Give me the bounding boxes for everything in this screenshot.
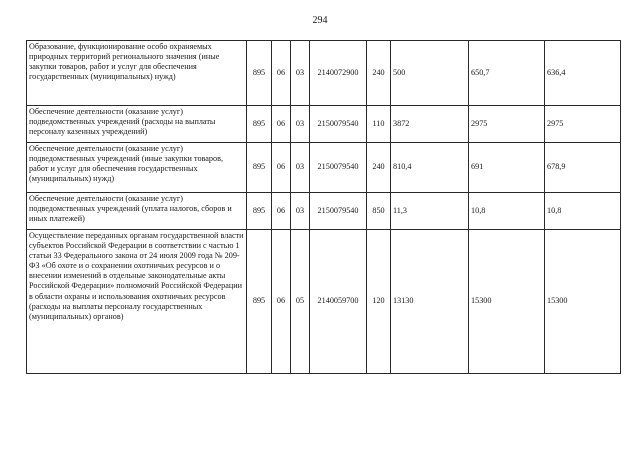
amount-1: 810,4 [391, 143, 469, 193]
row-description: Образование, функционирование особо охраняемых природных территорий регионального значения (иные закупки товаров, работ и услуг для обеспечения государственных (муниципальных) нужд) [27, 41, 247, 106]
row-description: Обеспечение деятельности (оказание услуг) подведомственных учреждений (иные закупки товаров, работ и услуг для обеспечения государственных (муниципальных) нужд) [27, 143, 247, 193]
table-row [27, 193, 621, 230]
budget-table [26, 40, 621, 374]
expense-type-code: 240 [367, 41, 391, 106]
table-row [27, 230, 621, 374]
section-code: 06 [272, 143, 291, 193]
amount-3: 10,8 [545, 193, 621, 230]
amount-1: 11,3 [391, 193, 469, 230]
amount-2: 2975 [469, 106, 545, 143]
expense-type-code: 850 [367, 193, 391, 230]
row-description: Обеспечение деятельности (оказание услуг) подведомственных учреждений (уплата налогов, сборов и иных платежей) [27, 193, 247, 230]
table-row [27, 41, 621, 106]
expense-type-code: 110 [367, 106, 391, 143]
target-article-code: 2140072900 [310, 41, 367, 106]
target-article-code: 2150079540 [310, 193, 367, 230]
amount-2: 650,7 [469, 41, 545, 106]
amount-2: 691 [469, 143, 545, 193]
target-article-code: 2140059700 [310, 230, 367, 374]
expense-type-code: 120 [367, 230, 391, 374]
ministry-code: 895 [247, 230, 272, 374]
amount-3: 2975 [545, 106, 621, 143]
ministry-code: 895 [247, 193, 272, 230]
ministry-code: 895 [247, 143, 272, 193]
amount-1: 3872 [391, 106, 469, 143]
amount-3: 678,9 [545, 143, 621, 193]
table-row [27, 106, 621, 143]
ministry-code: 895 [247, 41, 272, 106]
amount-2: 10,8 [469, 193, 545, 230]
row-description: Обеспечение деятельности (оказание услуг) подведомственных учреждений (расходы на выплаты персоналу казенных учреждений) [27, 106, 247, 143]
section-code: 06 [272, 193, 291, 230]
expense-type-code: 240 [367, 143, 391, 193]
amount-3: 15300 [545, 230, 621, 374]
section-code: 06 [272, 41, 291, 106]
target-article-code: 2150079540 [310, 106, 367, 143]
subsection-code: 03 [291, 193, 310, 230]
row-description: Осуществление переданных органам государственной власти субъектов Российской Федерации в соответствии с частью 1 статьи 33 Федерального закона от 24 июля 2009 года № 209-ФЗ «Об охоте и о сохранении охотничьих ресурсов и о внесении изменений в отдельные законодательные акты Российской Федерации» полномочий Российской Федерации в области охраны и использования охотничьих ресурсов (расходы на выплаты персоналу государственных (муниципальных) органов) [27, 230, 247, 374]
page-number: 294 [312, 15, 328, 26]
amount-1: 500 [391, 41, 469, 106]
subsection-code: 03 [291, 106, 310, 143]
table-row [27, 143, 621, 193]
section-code: 06 [272, 230, 291, 374]
subsection-code: 05 [291, 230, 310, 374]
amount-2: 15300 [469, 230, 545, 374]
ministry-code: 895 [247, 106, 272, 143]
section-code: 06 [272, 106, 291, 143]
target-article-code: 2150079540 [310, 143, 367, 193]
amount-3: 636,4 [545, 41, 621, 106]
amount-1: 13130 [391, 230, 469, 374]
subsection-code: 03 [291, 41, 310, 106]
subsection-code: 03 [291, 143, 310, 193]
